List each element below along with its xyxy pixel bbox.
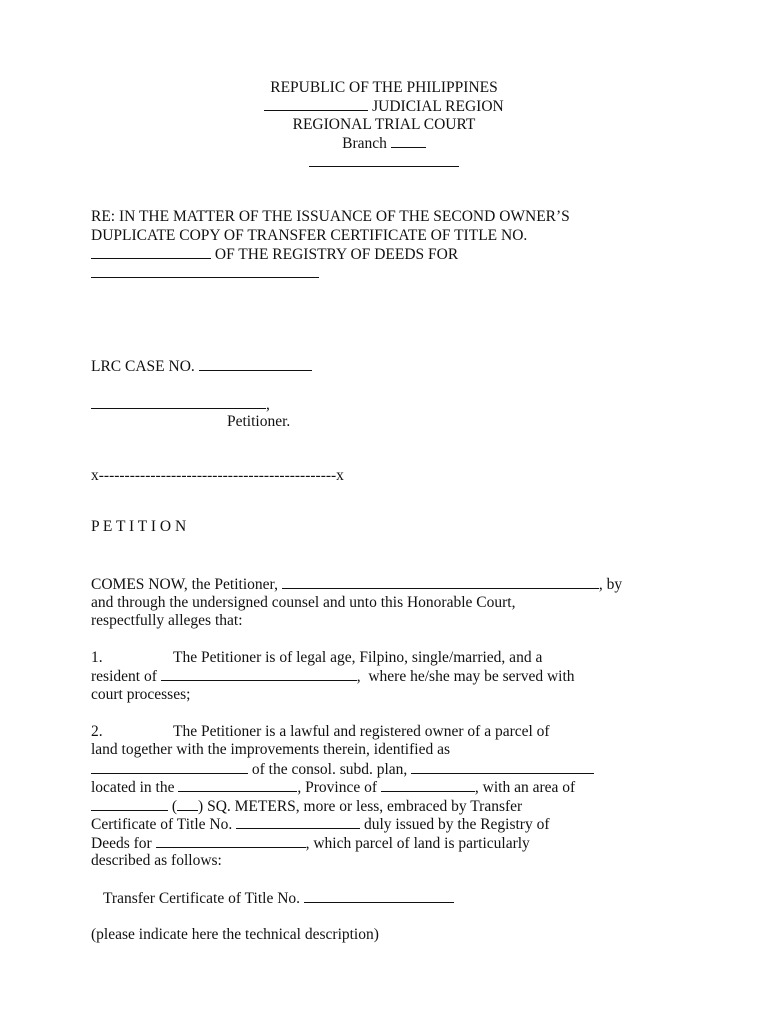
- republic-heading: REPUBLIC OF THE PHILIPPINES: [270, 79, 498, 96]
- petitioner-blank: [282, 575, 599, 589]
- lrc-case-blank: [199, 357, 312, 371]
- para2-text-6a: Certificate of Title No.: [91, 816, 233, 833]
- para2-line-2: land together with the improvements therein, identified as: [91, 741, 450, 758]
- para2-text-1: The Petitioner is a lawful and registered owner of a parcel of: [173, 723, 550, 740]
- lrc-case-label: LRC CASE NO.: [91, 358, 195, 375]
- header-rule: [309, 166, 459, 167]
- intro-line-1: [91, 575, 622, 594]
- para1-number: 1.: [91, 649, 103, 666]
- plan-blank: [411, 760, 594, 774]
- para2-text-4b: , Province of: [297, 779, 378, 796]
- para2-line-3: [91, 760, 594, 779]
- registry-blank: [91, 277, 319, 278]
- para1-line-1: [91, 649, 542, 667]
- deeds-blank: [156, 834, 306, 848]
- court-heading: REGIONAL TRIAL COURT: [292, 116, 476, 133]
- intro-line-3: respectfully alleges that:: [91, 612, 243, 629]
- para2-text-4a: located in the: [91, 779, 175, 796]
- para2-text-5b: ) SQ. METERS, more or less, embraced by Transfer: [198, 798, 523, 815]
- para1-line-3: court processes;: [91, 686, 191, 703]
- intro-text-a: COMES NOW, the Petitioner,: [91, 576, 278, 593]
- para2-line-7: [91, 834, 530, 853]
- document-title: P E T I T I O N: [91, 518, 187, 535]
- petitioner-comma: ,: [266, 396, 270, 413]
- judicial-region-heading: [0, 97, 768, 116]
- location-blank: [178, 778, 297, 792]
- branch-label: Branch: [342, 135, 387, 152]
- intro-text-b: , by: [598, 576, 623, 593]
- para2-text-4c: , with an area of: [474, 779, 576, 796]
- para1-line-2: [91, 667, 575, 686]
- para2-line-6: [91, 815, 550, 834]
- tct-no-blank: [236, 815, 360, 829]
- para2-number: 2.: [91, 723, 103, 740]
- petitioner-name-line: [91, 395, 270, 414]
- area-number-blank: [177, 797, 198, 811]
- judicial-region-label: JUDICIAL REGION: [372, 98, 504, 115]
- intro-line-2: and through the undersigned counsel and unto this Honorable Court,: [91, 594, 516, 611]
- re-line-3-text: OF THE REGISTRY OF DEEDS FOR: [214, 246, 459, 263]
- para1-text-1: The Petitioner is of legal age, Filpino, single/married, and a: [173, 649, 543, 666]
- tct-number-blank: [91, 245, 211, 259]
- province-blank: [381, 778, 475, 792]
- caption-divider: x----------------------------------------------x: [91, 467, 344, 484]
- re-line-2: DUPLICATE COPY OF TRANSFER CERTIFICATE OF TITLE NO.: [91, 227, 528, 244]
- residence-blank: [161, 667, 357, 681]
- technical-description-note: (please indicate here the technical description): [91, 926, 379, 943]
- area-words-blank: [91, 797, 168, 811]
- tct-line: [103, 889, 454, 908]
- re-line-3: [91, 245, 458, 264]
- petitioner-label: Petitioner.: [227, 413, 291, 430]
- judicial-region-blank: [264, 97, 368, 111]
- para2-line-8: described as follows:: [91, 852, 222, 869]
- lrc-case-line: [91, 357, 312, 376]
- branch-heading: [0, 134, 768, 153]
- para1-text-2b: , where he/she may be served with: [356, 668, 575, 685]
- para2-text-6b: duly issued by the Registry of: [363, 816, 550, 833]
- para2-text-3a: of the consol. subd. plan,: [251, 761, 408, 778]
- tct-title-blank: [304, 889, 454, 903]
- petitioner-name-blank: [91, 395, 266, 409]
- para2-text-7a: Deeds for: [91, 835, 152, 852]
- para2-text-7b: , which parcel of land is particularly: [305, 835, 530, 852]
- lot-blank: [91, 760, 248, 774]
- tct-label: Transfer Certificate of Title No.: [103, 890, 301, 907]
- re-line-1: RE: IN THE MATTER OF THE ISSUANCE OF THE SECOND OWNER’S: [91, 208, 570, 225]
- para2-line-5: [91, 797, 522, 816]
- para2-line-1: [91, 723, 550, 741]
- para1-text-2a: resident of: [91, 668, 157, 685]
- branch-blank: [391, 134, 426, 148]
- para2-line-4: [91, 778, 575, 797]
- para2-text-5a: (: [171, 798, 178, 815]
